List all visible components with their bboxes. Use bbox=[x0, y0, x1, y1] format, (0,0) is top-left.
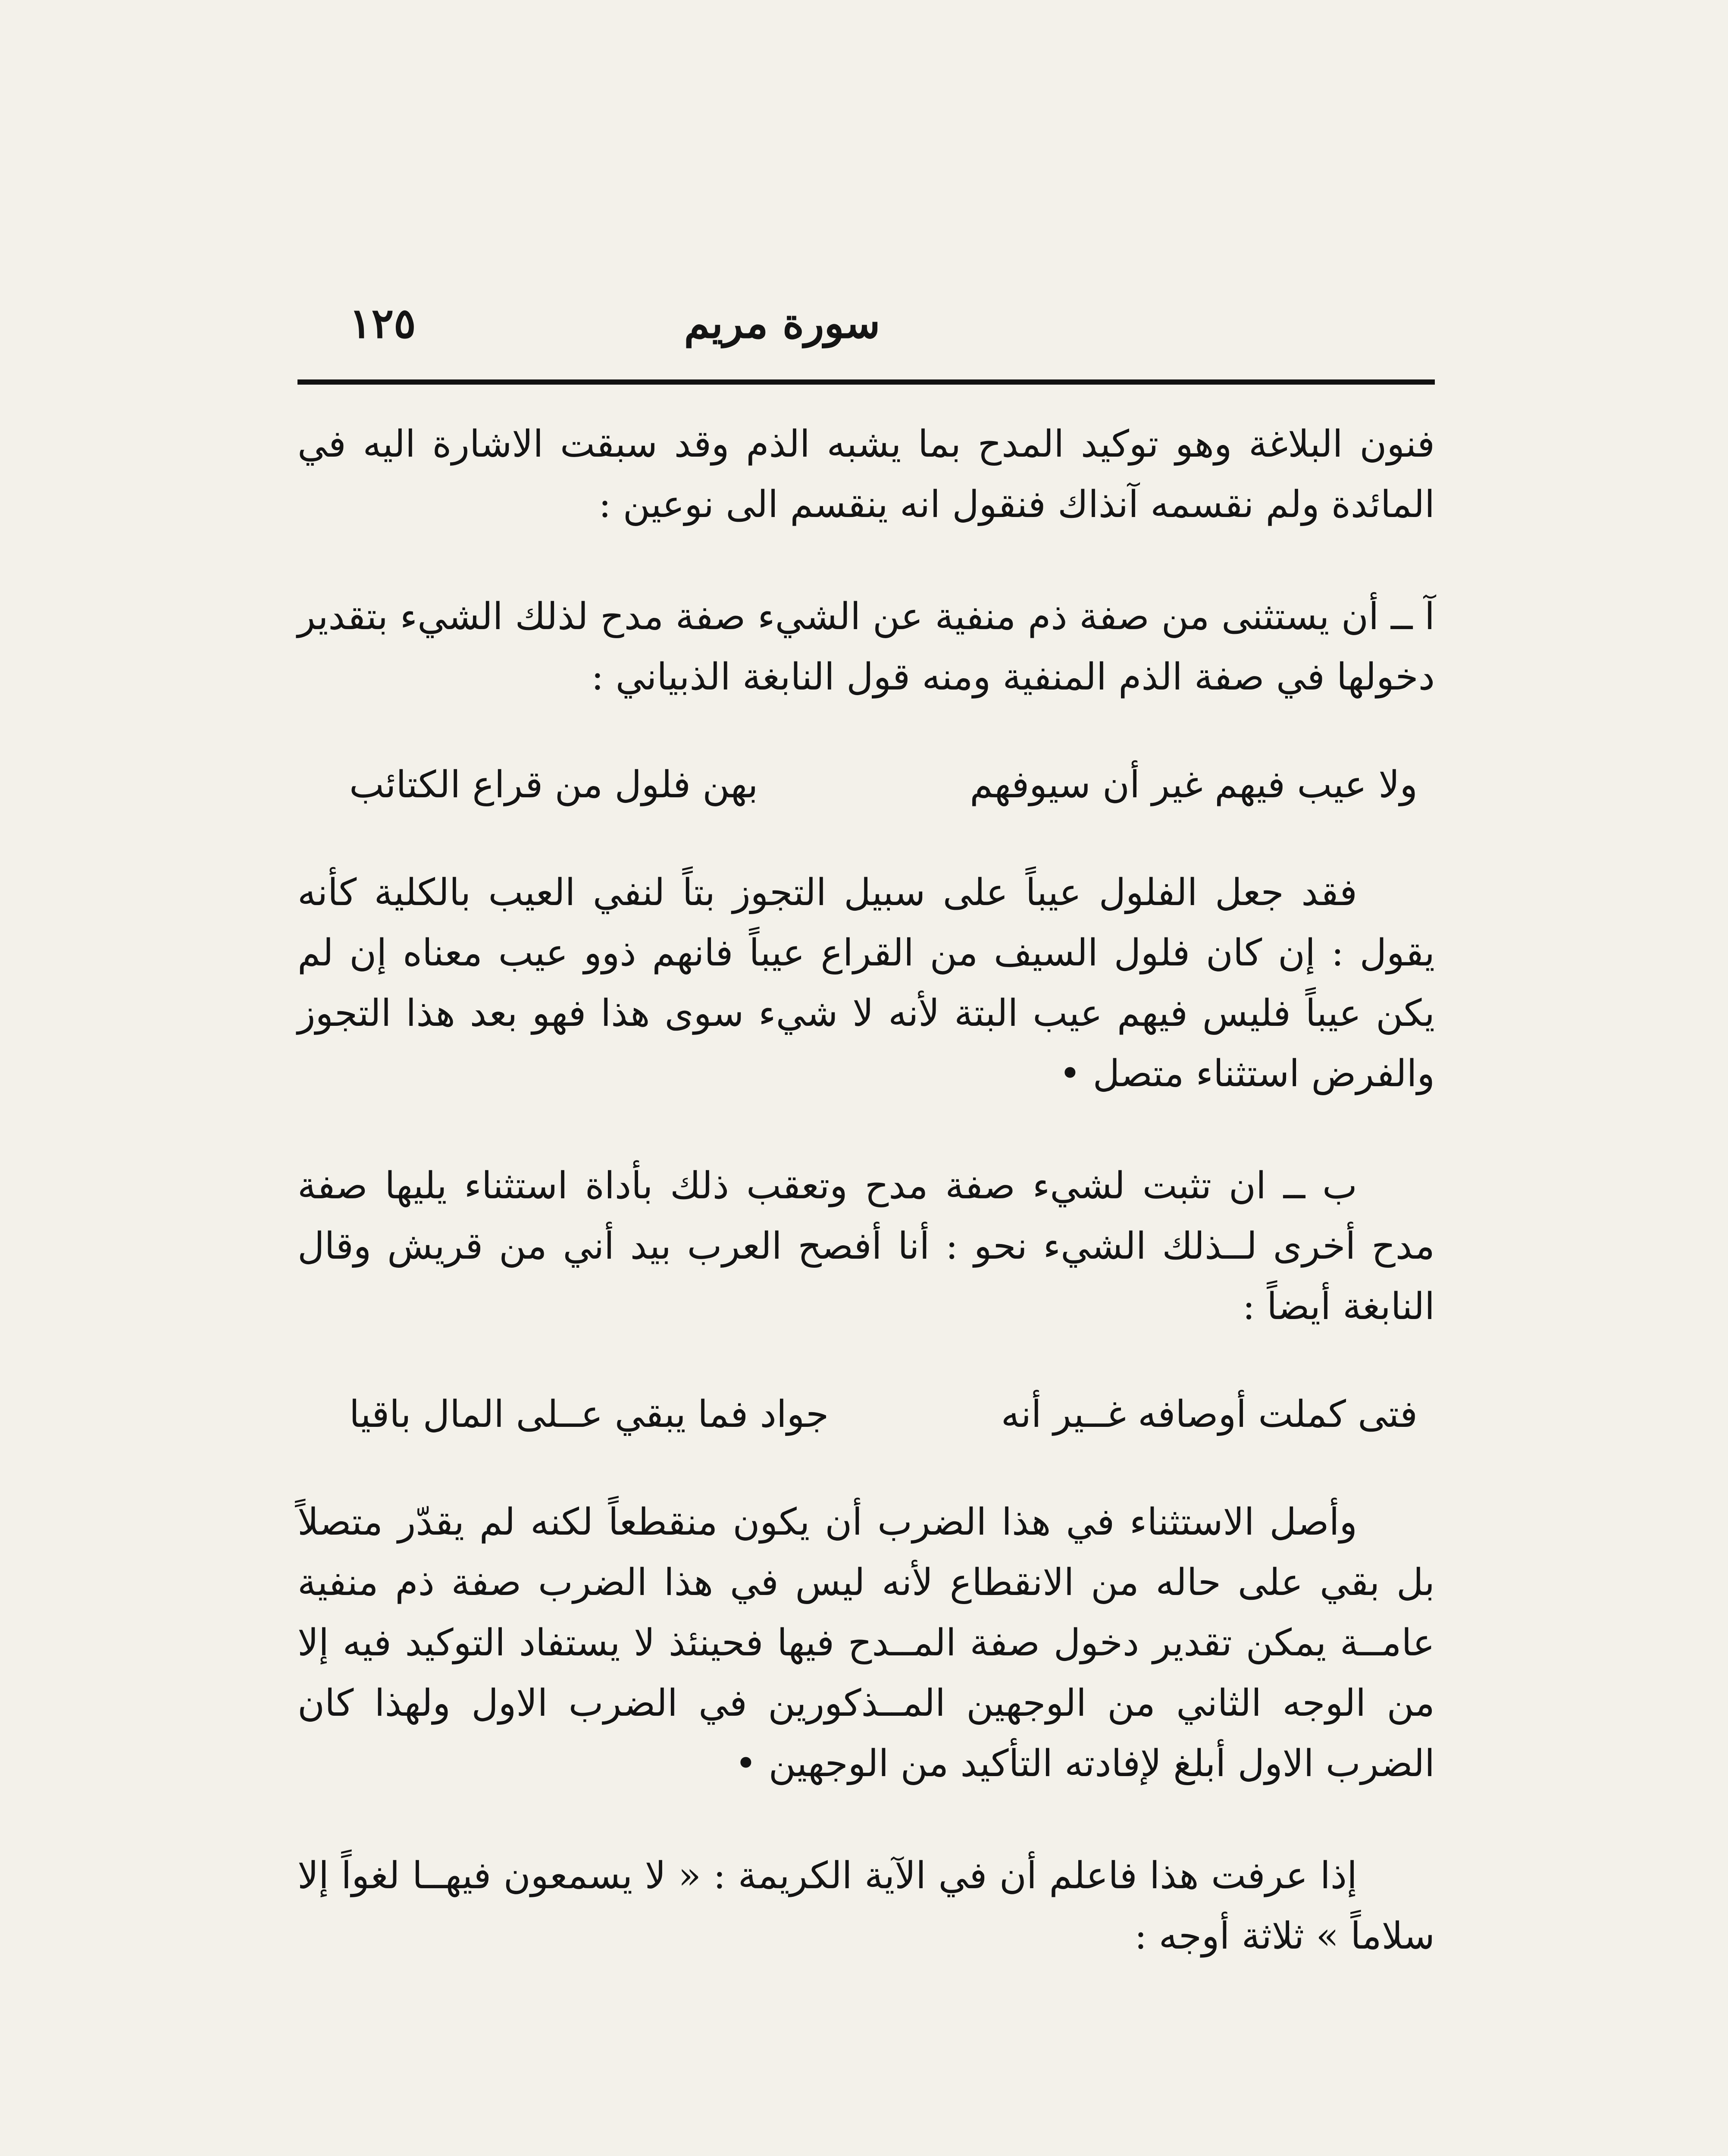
header-divider bbox=[297, 379, 1435, 385]
page-number: ١٢٥ bbox=[349, 299, 416, 348]
paragraph-conclusion: إذا عرفت هذا فاعلم أن في الآية الكريمة : « لا يسمعون فيهــا لغواً إلا سلاماً » ثلاثة أوجه : bbox=[297, 1854, 1435, 1958]
verse-line-2 bbox=[297, 1384, 1435, 1445]
verse-line-1 bbox=[297, 755, 1435, 815]
verse-1-second-hemistich: بهن فلول من قراع الكتائب bbox=[349, 763, 758, 806]
paragraph-explanation-b: وأصل الاستثناء في هذا الضرب أن يكون منقطعاً لكنه لم يقدّر متصلاً بل بقي على حاله من الانقطاع لأنه ليس في هذا الضرب صفة ذم منفية عامــة يمكن تقدير دخول صفة المــدح فيها فحينئذ لا يستفاد التوكيد فيه إلا من الوجه الثاني من الوجهين المــذكورين في الضرب الاول ولهذا كان الضرب الاول أبلغ لإفادته التأكيد من الوجهين • bbox=[297, 1501, 1435, 1785]
verse-2-second-hemistich: جواد فما يبقي عــلى المال باقيا bbox=[349, 1393, 829, 1436]
paragraph-explanation-a: فقد جعل الفلول عيباً على سبيل التجوز بتاً لنفي العيب بالكلية كأنه يقول : إن كان فلول السيف من القراع عيباً فانهم ذوو عيب معناه إن لم يكن عيباً فليس فيهم عيب البتة لأنه لا شيء سوى هذا فهو بعد هذا التجوز والفرض استثناء متصل • bbox=[297, 871, 1435, 1095]
paragraph-type-a: آ ــ أن يستثنى من صفة ذم منفية عن الشيء صفة مدح لذلك الشيء بتقدير دخولها في صفة الذم المنفية ومنه قول النابغة الذبياني : bbox=[297, 595, 1435, 699]
surah-title: سورة مريم bbox=[684, 299, 880, 348]
paragraph-type-b: ب ــ ان تثبت لشيء صفة مدح وتعقب ذلك بأداة استثناء يليها صفة مدح أخرى لــذلك الشيء نحو : أنا أفصح العرب بيد أني من قريش وقال النابغة أيضاً : bbox=[297, 1164, 1435, 1328]
paragraph-intro: فنون البلاغة وهو توكيد المدح بما يشبه الذم وقد سبقت الاشارة اليه في المائدة ولم نقسمه آنذاك فنقول انه ينقسم الى نوعين : bbox=[297, 423, 1435, 526]
page-header bbox=[302, 280, 1435, 367]
verse-2-first-hemistich: فتى كملت أوصافه غــير أنه bbox=[1001, 1393, 1418, 1436]
body-text bbox=[297, 414, 1435, 1966]
verse-1-first-hemistich: ولا عيب فيهم غير أن سيوفهم bbox=[970, 763, 1418, 806]
